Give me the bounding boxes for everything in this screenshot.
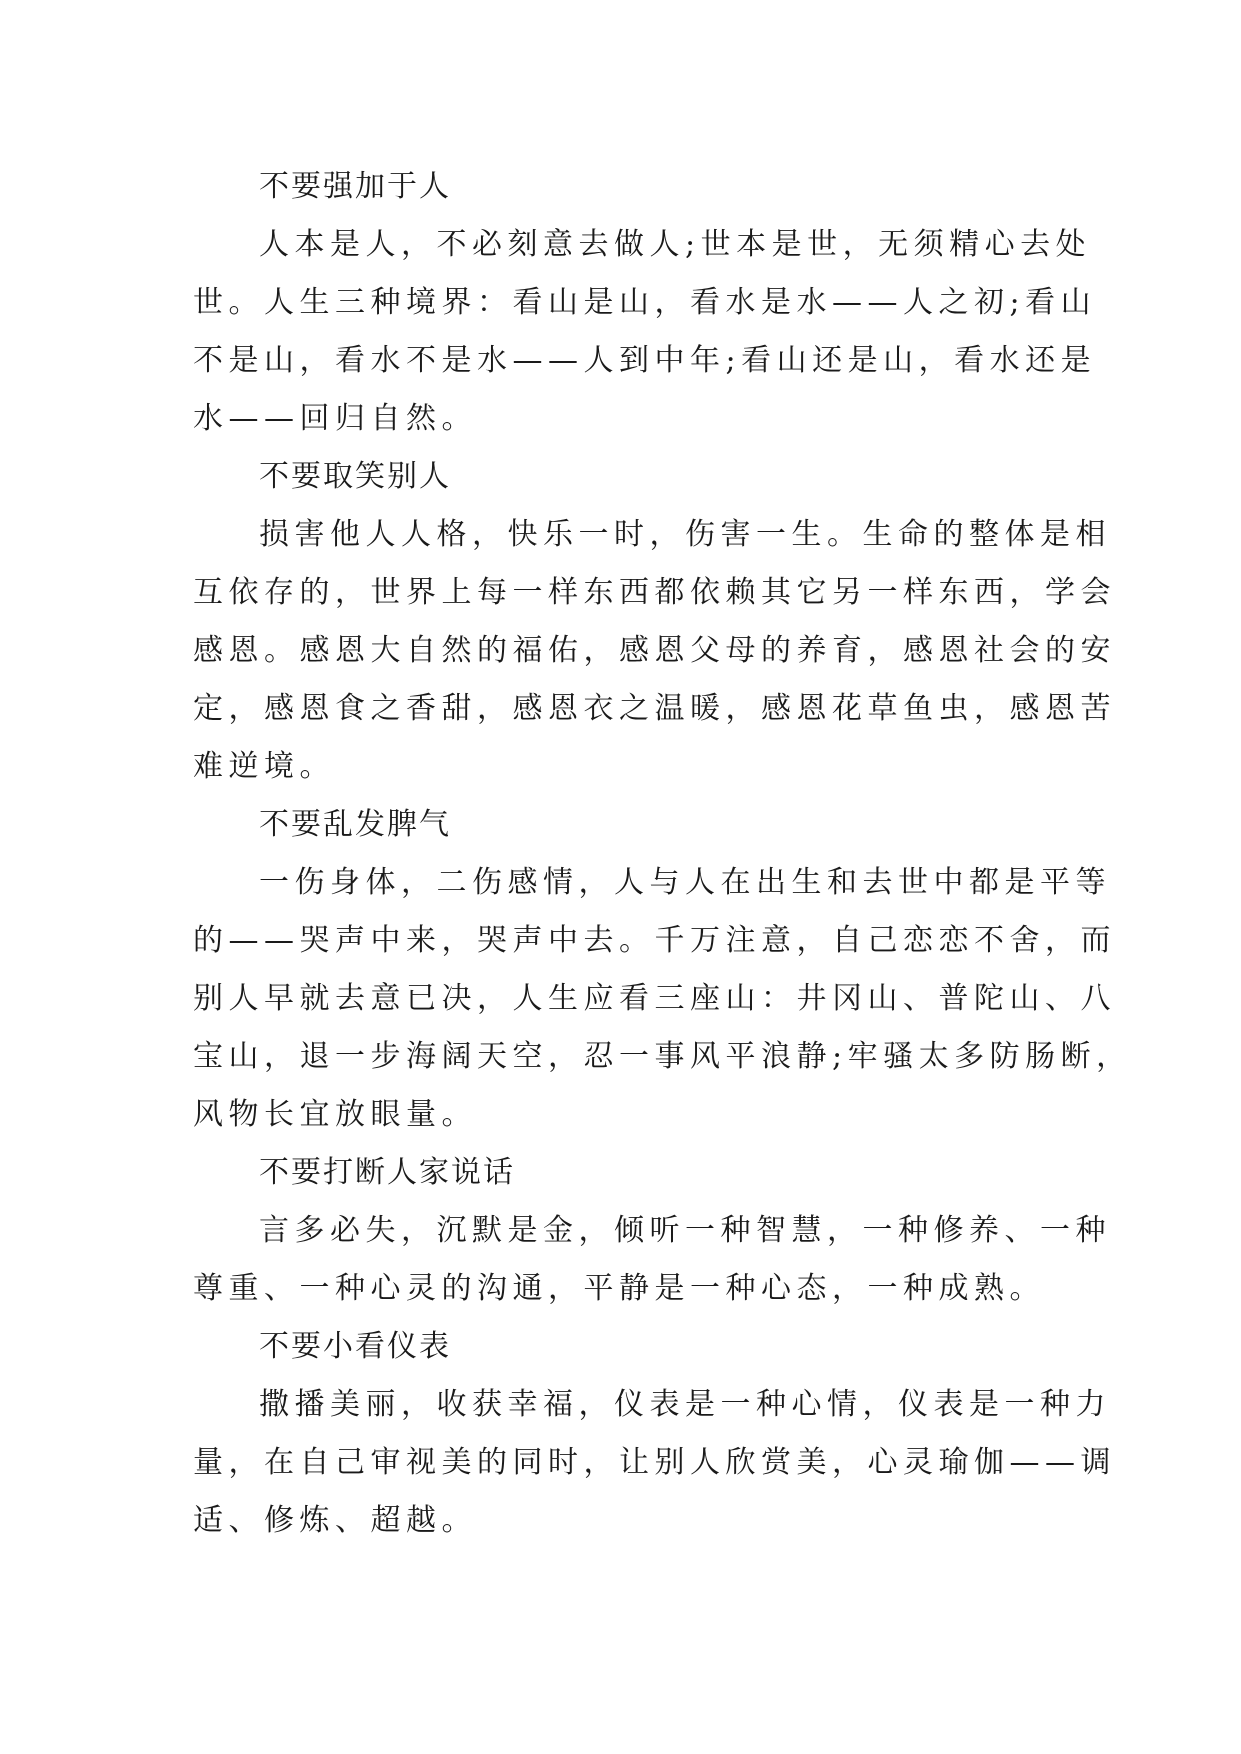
paragraph-line: 风物长宜放眼量。 [193, 1097, 477, 1132]
paragraph-line: 一伤身体，二伤感情，人与人在出生和去世中都是平等 [259, 865, 1111, 900]
section-2 [193, 448, 1116, 796]
paragraph-line: 世。人生三种境界：看山是山，看水是水——人之初;看山 [193, 285, 1097, 320]
paragraph-line: 定，感恩食之香甜，感恩衣之温暖，感恩花草鱼虫，感恩苦 [193, 691, 1116, 726]
section-paragraph [193, 1376, 1116, 1550]
section-paragraph [193, 854, 1132, 1144]
paragraph-line: 感恩。感恩大自然的福佑，感恩父母的养育，感恩社会的安 [193, 633, 1116, 668]
section-4 [193, 1144, 1111, 1318]
section-heading: 不要强加于人 [259, 169, 451, 204]
paragraph-line: 不是山，看水不是水——人到中年;看山还是山，看水还是 [193, 343, 1097, 378]
paragraph-line: 尊重、一种心灵的沟通，平静是一种心态，一种成熟。 [193, 1271, 1045, 1306]
section-heading: 不要乱发脾气 [259, 807, 451, 842]
section-3 [193, 796, 1132, 1144]
paragraph-line: 互依存的，世界上每一样东西都依赖其它另一样东西，学会 [193, 575, 1116, 610]
section-5 [193, 1318, 1116, 1550]
paragraph-line: 难逆境。 [193, 749, 335, 784]
section-heading: 不要小看仪表 [259, 1329, 451, 1364]
section-1 [193, 158, 1097, 448]
section-paragraph [193, 1202, 1111, 1318]
paragraph-line: 适、修炼、超越。 [193, 1503, 477, 1538]
paragraph-line: 损害他人人格，快乐一时，伤害一生。生命的整体是相 [259, 517, 1111, 552]
section-paragraph [193, 216, 1097, 448]
document-page [193, 158, 1132, 1550]
paragraph-line: 量，在自己审视美的同时，让别人欣赏美，心灵瑜伽——调 [193, 1445, 1116, 1480]
paragraph-line: 人本是人，不必刻意去做人;世本是世，无须精心去处 [259, 227, 1092, 262]
section-paragraph [193, 506, 1116, 796]
paragraph-line: 言多必失，沉默是金，倾听一种智慧，一种修养、一种 [259, 1213, 1111, 1248]
paragraph-line: 水——回归自然。 [193, 401, 477, 436]
section-heading: 不要取笑别人 [259, 459, 451, 494]
paragraph-line: 宝山，退一步海阔天空，忍一事风平浪静;牢骚太多防肠断， [193, 1039, 1132, 1074]
paragraph-line: 别人早就去意已决，人生应看三座山：井冈山、普陀山、八 [193, 981, 1116, 1016]
paragraph-line: 撒播美丽，收获幸福，仪表是一种心情，仪表是一种力 [259, 1387, 1111, 1422]
section-heading: 不要打断人家说话 [259, 1155, 515, 1190]
paragraph-line: 的——哭声中来，哭声中去。千万注意，自己恋恋不舍，而 [193, 923, 1116, 958]
